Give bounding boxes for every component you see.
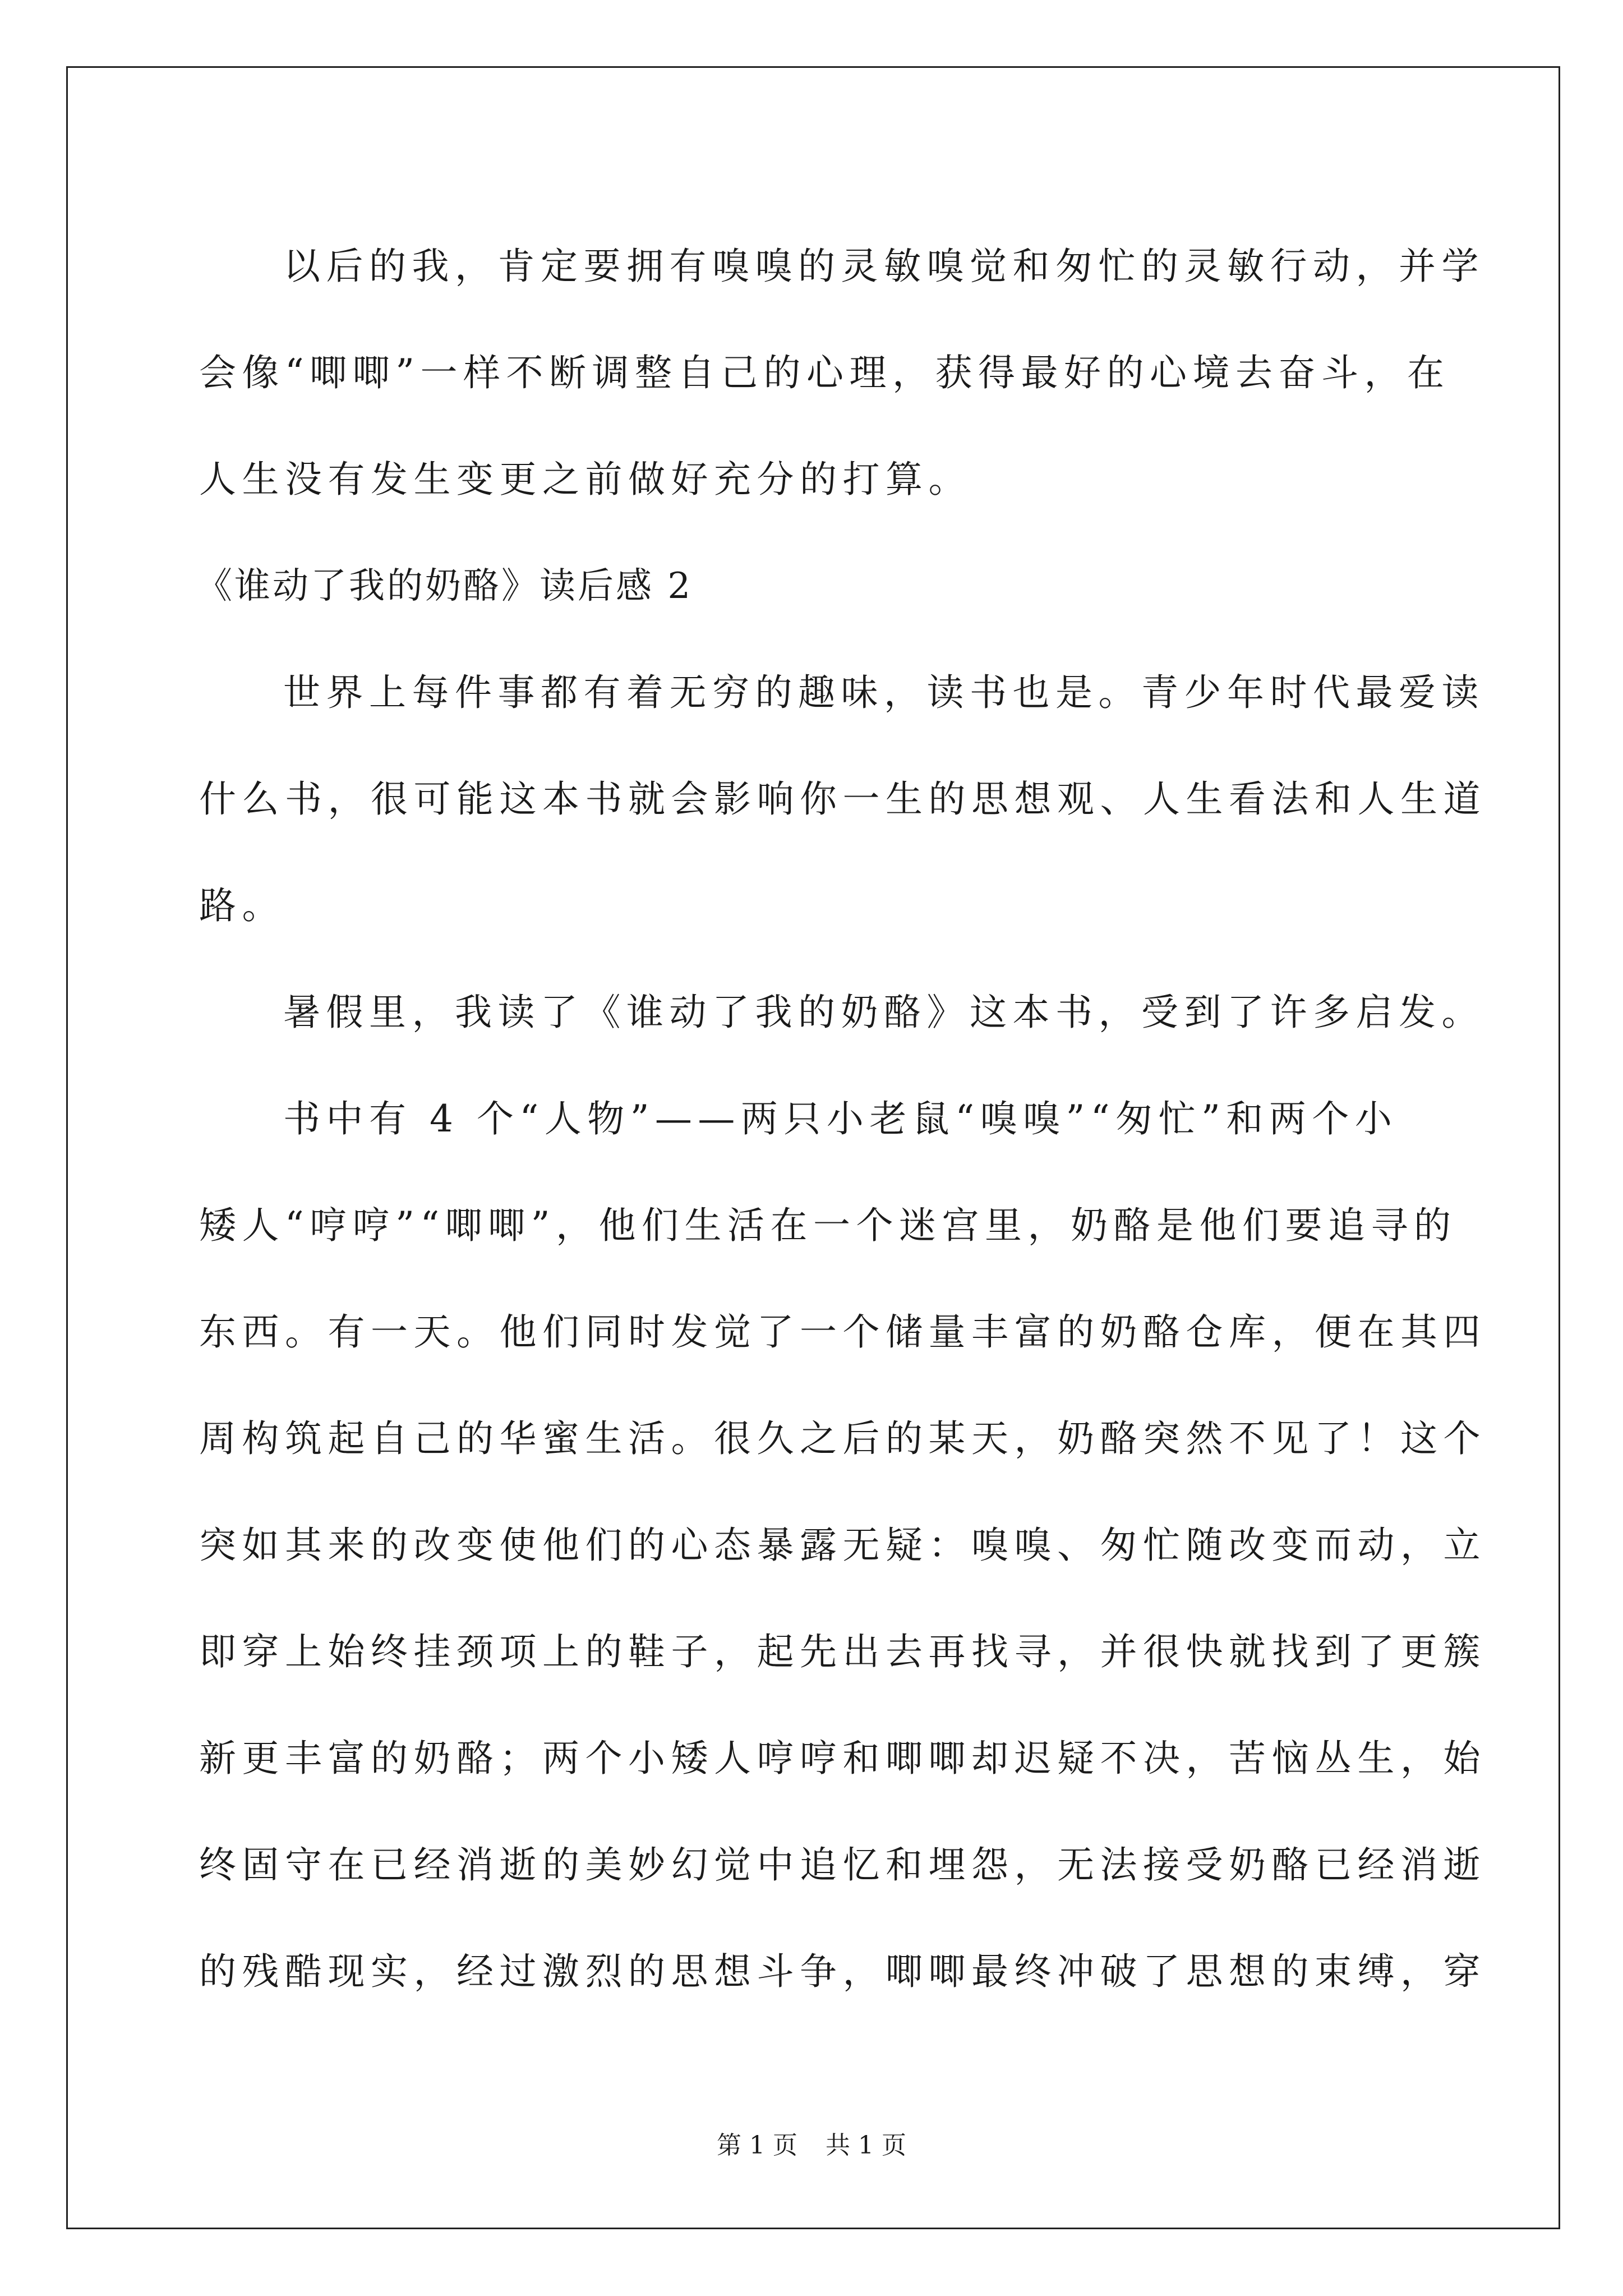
paragraph-line: 的残酷现实，经过激烈的思想斗争，唧唧最终冲破了思想的束缚，穿 — [199, 1950, 1486, 1993]
paragraph-line: 人生没有发生变更之前做好充分的打算。 — [199, 458, 971, 501]
paragraph-line: 以后的我，肯定要拥有嗅嗅的灵敏嗅觉和匆忙的灵敏行动，并学 — [283, 245, 1484, 288]
paragraph-line: 东西。有一天。他们同时发觉了一个储量丰富的奶酪仓库，便在其四 — [199, 1310, 1486, 1354]
paragraph-line: 突如其来的改变使他们的心态暴露无疑：嗅嗅、匆忙随改变而动，立 — [199, 1524, 1486, 1567]
paragraph-line: 新更丰富的奶酪；两个小矮人哼哼和唧唧却迟疑不决，苦恼丛生，始 — [199, 1737, 1486, 1780]
section-heading: 《谁动了我的奶酪》读后感 2 — [196, 565, 693, 607]
page-total: 共 1 页 — [826, 2131, 906, 2160]
page-number: 第 1 页 — [717, 2131, 797, 2160]
paragraph-line: 什么书，很可能这本书就会影响你一生的思想观、人生看法和人生道 — [199, 777, 1486, 821]
paragraph-line: 矮人“哼哼”“唧唧”，他们生活在一个迷宫里，奶酪是他们要追寻的 — [199, 1204, 1457, 1247]
paragraph-line: 路。 — [199, 884, 285, 927]
paragraph-line: 世界上每件事都有着无穷的趣味，读书也是。青少年时代最爱读 — [283, 671, 1484, 714]
paragraph-line: 即穿上始终挂颈项上的鞋子，起先出去再找寻，并很快就找到了更簇 — [199, 1630, 1486, 1673]
paragraph-line: 会像“唧唧”一样不断调整自己的心理，获得最好的心境去奋斗，在 — [199, 351, 1450, 394]
paragraph-line: 周构筑起自己的华蜜生活。很久之后的某天，奶酪突然不见了！这个 — [199, 1417, 1486, 1460]
page-footer — [0, 2125, 1623, 2161]
paragraph-line: 终固守在已经消逝的美妙幻觉中追忆和埋怨，无法接受奶酪已经消逝 — [199, 1843, 1486, 1887]
document-body — [196, 213, 1486, 2025]
paragraph-line: 书中有 4 个“人物”——两只小老鼠“嗅嗅”“匆忙”和两个小 — [283, 1097, 1398, 1140]
paragraph-line: 暑假里，我读了《谁动了我的奶酪》这本书，受到了许多启发。 — [283, 991, 1484, 1034]
